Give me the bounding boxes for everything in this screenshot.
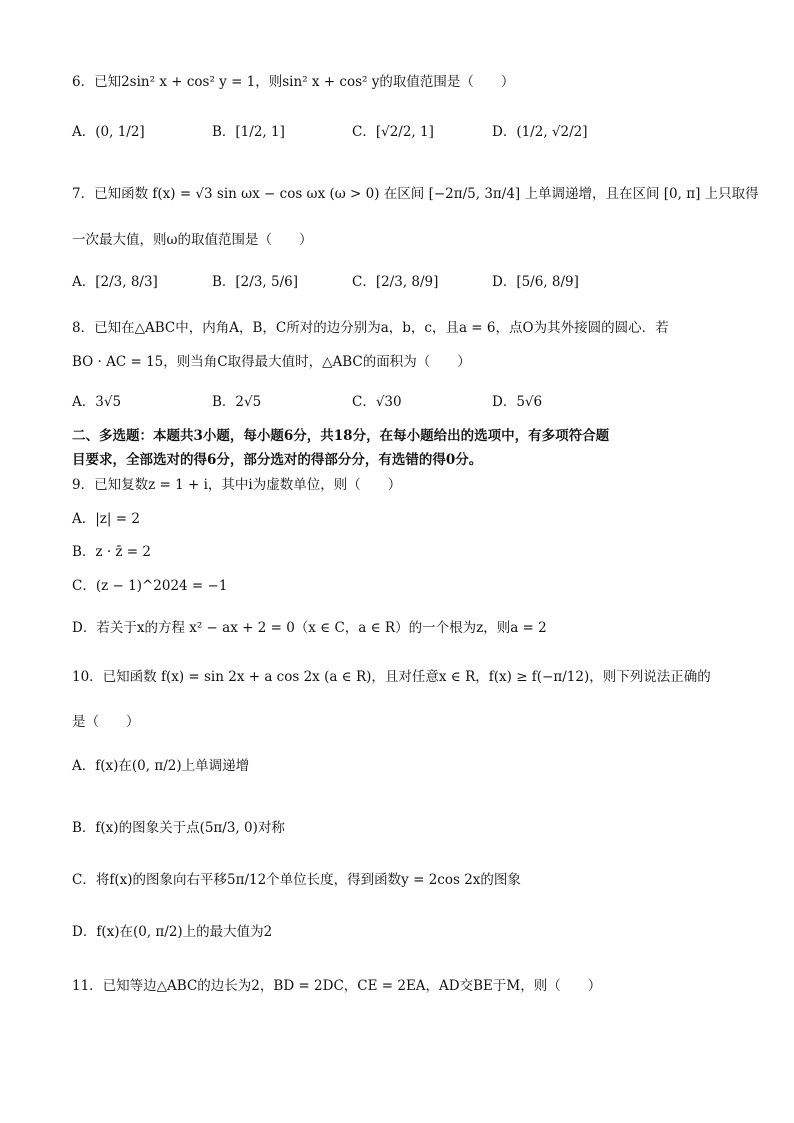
question-9-stem: 9．已知复数z = 1 + i，其中i为虚数单位，则（ ） xyxy=(72,477,402,493)
question-10-option-b xyxy=(72,818,285,838)
question-6-option-d: D．(1/2, √2/2] xyxy=(492,124,588,140)
option-label: A． xyxy=(72,758,96,774)
question-10-option-d xyxy=(72,922,272,942)
question-8-stem-line1: 8．已知在△ABC中，内角A，B，C所对的边分别为a，b，c，且a = 6，点O为其外接圆的圆心．若 xyxy=(72,320,669,336)
question-10-option-c xyxy=(72,870,521,890)
question-9-option-b xyxy=(72,542,151,562)
section-2-heading-line1: 二、多选题：本题共3小题，每小题6分，共18分，在每小题给出的选项中，有多项符合题 xyxy=(72,428,610,444)
question-6-option-b: B．[1/2, 1] xyxy=(212,124,285,140)
question-7-stem-line1: 7．已知函数 f(x) = √3 sin ωx − cos ωx (ω > 0) 在区间 [−2π/5, 3π/4] 上单调递增，且在区间 [0, π] 上只取得 xyxy=(72,186,759,202)
question-6-option-c: C．[√2/2, 1] xyxy=(352,124,434,140)
question-10-option-a xyxy=(72,756,249,776)
question-10-stem-line2: 是（ ） xyxy=(72,714,140,730)
question-7-option-d: D．[5/6, 8/9] xyxy=(492,274,579,290)
option-label: B． xyxy=(72,820,96,836)
option-text: |z| = 2 xyxy=(95,511,140,527)
option-label: C． xyxy=(72,872,96,888)
option-label: A． xyxy=(72,511,96,527)
question-8-option-b: B．2√5 xyxy=(212,394,262,410)
question-7-option-b: B．[2/3, 5/6] xyxy=(212,274,298,290)
question-8-stem-line2: BO · AC = 15，则当角C取得最大值时，△ABC的面积为（ ） xyxy=(72,354,471,370)
option-text: f(x)在(0, π/2)上的最大值为2 xyxy=(96,924,273,940)
question-6-stem: 6．已知2sin² x + cos² y = 1，则sin² x + cos² y的取值范围是（ ） xyxy=(72,74,515,90)
question-7-option-c: C．[2/3, 8/9] xyxy=(352,274,439,290)
option-text: 将f(x)的图象向右平移5π/12个单位长度，得到函数y = 2cos 2x的图象 xyxy=(95,872,521,888)
question-10-stem-line1: 10．已知函数 f(x) = sin 2x + a cos 2x (a ∈ R)，且对任意x ∈ R，f(x) ≥ f(−π/12)，则下列说法正确的 xyxy=(72,669,711,685)
option-text: 若关于x的方程 x² − ax + 2 = 0（x ∈ C，a ∈ R）的一个根为z，则a = 2 xyxy=(96,620,547,636)
question-7-stem-line2: 一次最大值，则ω的取值范围是（ ） xyxy=(72,232,313,248)
question-8-option-c: C．√30 xyxy=(352,394,402,410)
option-text: (z − 1)^2024 = −1 xyxy=(95,578,228,594)
question-11-stem: 11．已知等边△ABC的边长为2，BD = 2DC，CE = 2EA，AD交BE于M，则（ ） xyxy=(72,978,602,994)
question-9-option-a xyxy=(72,509,140,529)
option-text: f(x)的图象关于点(5π/3, 0)对称 xyxy=(95,820,285,836)
option-label: C． xyxy=(72,578,96,594)
option-label: D． xyxy=(72,924,97,940)
option-text: f(x)在(0, π/2)上单调递增 xyxy=(95,758,250,774)
question-6-option-a: A．(0, 1/2] xyxy=(72,124,145,140)
question-9-option-c xyxy=(72,576,227,596)
question-8-option-d: D．5√6 xyxy=(492,394,543,410)
option-label: B． xyxy=(72,544,96,560)
section-2-heading-line2: 目要求，全部选对的得6分，部分选对的得部分分，有选错的得0分。 xyxy=(72,452,483,468)
question-8-option-a: A．3√5 xyxy=(72,394,122,410)
question-9-option-d xyxy=(72,618,547,638)
question-7-option-a: A．[2/3, 8/3] xyxy=(72,274,158,290)
option-label: D． xyxy=(72,620,97,636)
option-text: z · z̄ = 2 xyxy=(95,544,152,560)
